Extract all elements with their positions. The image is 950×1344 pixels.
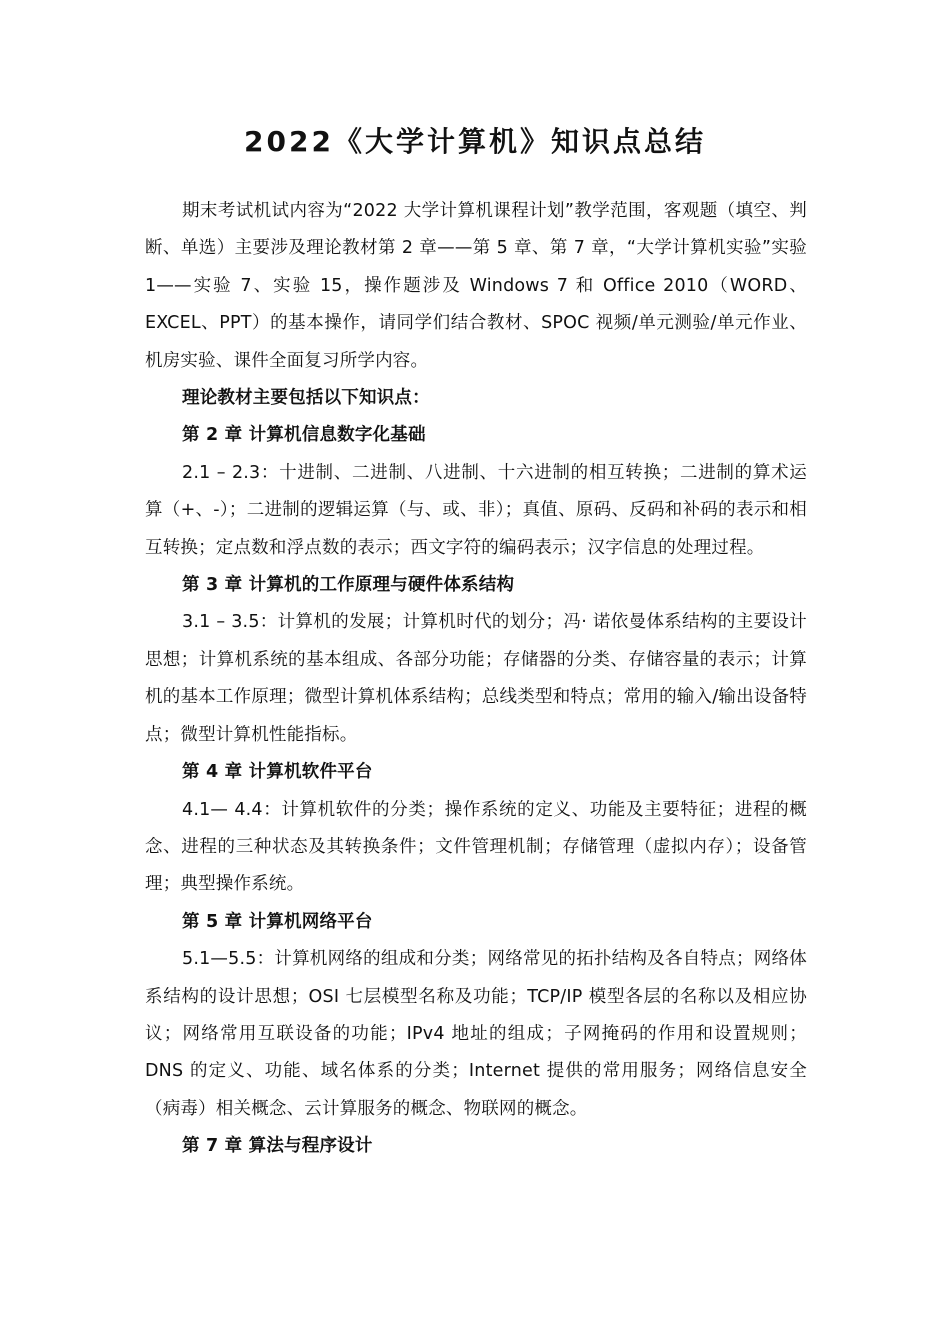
theory-heading: 理论教材主要包括以下知识点： [182,388,430,409]
chapter-2-heading: 第 2 章 计算机信息数字化基础 [182,425,426,446]
chapter-5-content: 5.1—5.5：计算机网络的组成和分类；网络常见的拓扑结构及各自特点；网络体系结构的设计思想；OSI 七层模型名称及功能；TCP/IP 模型各层的名称以及相应协议；网络常用互联设备的功能；IPv4 地址的组成；子网掩码的作用和设置规则；DNS 的定义、功能、域名体系的分类；Internet 提供的常用服务；网络信息安全（病毒）相关概念、云计算服务的概念、物联网的概念。 [145,949,807,1119]
document-title: 2022《大学计算机》知识点总结 [244,125,706,158]
intro-paragraph: 期末考试机试内容为“2022 大学计算机课程计划”教学范围，客观题（填空、判断、单选）主要涉及理论教材第 2 章——第 5 章、第 7 章，“大学计算机实验”实验 1——实验 7、实验 15，操作题涉及 Windows 7 和 Office 2010（WORD、EXCEL、PPT）的基本操作，请同学们结合教材、SPOC 视频/单元测验/单元作业、机房实验、课件全面复习所学内容。 [145,201,807,371]
chapter-3-heading: 第 3 章 计算机的工作原理与硬件体系结构 [182,575,515,596]
chapter-4-content: 4.1— 4.4：计算机软件的分类；操作系统的定义、功能及主要特征；进程的概念、进程的三种状态及其转换条件；文件管理机制；存储管理（虚拟内存）；设备管理；典型操作系统。 [145,799,807,895]
chapter-7-heading: 第 7 章 算法与程序设计 [182,1136,373,1157]
chapter-2-content: 2.1 – 2.3：十进制、二进制、八进制、十六进制的相互转换；二进制的算术运算（+、-）；二进制的逻辑运算（与、或、非）；真值、原码、反码和补码的表示和相互转换；定点数和浮点数的表示；西文字符的编码表示；汉字信息的处理过程。 [145,462,807,558]
chapter-4-heading: 第 4 章 计算机软件平台 [182,762,373,783]
document-body [145,193,807,1166]
chapter-3-content: 3.1 – 3.5：计算机的发展；计算机时代的划分；冯· 诺依曼体系结构的主要设计思想；计算机系统的基本组成、各部分功能；存储器的分类、存储容量的表示；计算机的基本工作原理；微型计算机体系结构；总线类型和特点；常用的输入/输出设备特点；微型计算机性能指标。 [145,612,807,745]
chapter-5-heading: 第 5 章 计算机网络平台 [182,911,373,932]
